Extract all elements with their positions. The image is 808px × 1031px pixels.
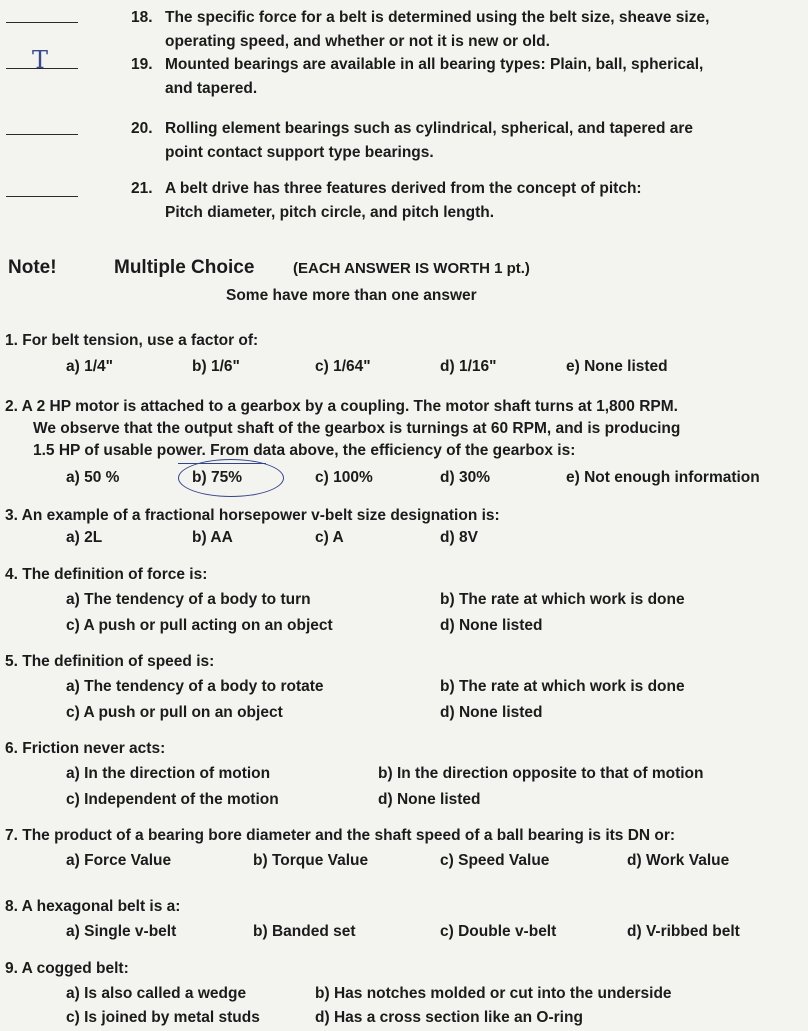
question-3: 3. An example of a fractional horsepower v-belt size designation is: — [5, 507, 500, 524]
note-label: Note! — [8, 257, 57, 278]
tf-item-18: 18. The specific force for a belt is determined using the belt size, sheave size, operating speed, and whether or not it is new or old. — [131, 9, 710, 50]
option-5a[interactable]: a) The tendency of a body to rotate — [66, 678, 324, 695]
option-6c[interactable]: c) Independent of the motion — [66, 791, 279, 808]
options-6c-d — [66, 791, 786, 813]
option-4d[interactable]: d) None listed — [440, 617, 543, 634]
option-2a[interactable]: a) 50 % — [66, 469, 120, 486]
option-9a[interactable]: a) Is also called a wedge — [66, 985, 247, 1002]
options-7 — [66, 852, 786, 874]
options-4a-b — [66, 591, 786, 613]
question-5: 5. The definition of speed is: — [5, 653, 215, 670]
question-7: 7. The product of a bearing bore diameter and the shaft speed of a ball bearing is its DN or: — [5, 827, 676, 844]
option-9d[interactable]: d) Has a cross section like an O-ring — [315, 1009, 583, 1026]
option-4c[interactable]: c) A push or pull acting on an object — [66, 617, 333, 634]
options-8 — [66, 923, 786, 945]
option-8c[interactable]: c) Double v-belt — [440, 923, 557, 940]
option-8b[interactable]: b) Banded set — [253, 923, 356, 940]
option-2c[interactable]: c) 100% — [315, 469, 373, 486]
option-1d[interactable]: d) 1/16" — [440, 358, 497, 375]
option-6b[interactable]: b) In the direction opposite to that of motion — [378, 765, 704, 782]
tf-item-21: 21. A belt drive has three features derived from the concept of pitch: Pitch diameter, pitch circle, and pitch length. — [131, 180, 642, 221]
answer-blank-20[interactable] — [6, 134, 78, 135]
option-4a[interactable]: a) The tendency of a body to turn — [66, 591, 311, 608]
option-6a[interactable]: a) In the direction of motion — [66, 765, 271, 782]
question-9: 9. A cogged belt: — [5, 960, 129, 977]
option-4b[interactable]: b) The rate at which work is done — [440, 591, 685, 608]
section-title: Multiple Choice — [114, 257, 255, 278]
tf-item-19: 19. Mounted bearings are available in all bearing types: Plain, ball, spherical, and tapered. — [131, 56, 704, 97]
option-5d[interactable]: d) None listed — [440, 704, 543, 721]
options-5a-b — [66, 678, 786, 700]
section-subtitle: Some have more than one answer — [226, 287, 477, 304]
tf-item-20: 20. Rolling element bearings such as cylindrical, spherical, and tapered are point contact support type bearings. — [131, 120, 694, 161]
option-6d[interactable]: d) None listed — [378, 791, 481, 808]
option-7b[interactable]: b) Torque Value — [253, 852, 369, 869]
option-9b[interactable]: b) Has notches molded or cut into the underside — [315, 985, 672, 1002]
options-9a-b — [66, 985, 796, 1007]
option-7a[interactable]: a) Force Value — [66, 852, 172, 869]
option-3a[interactable]: a) 2L — [66, 529, 103, 546]
option-1e[interactable]: e) None listed — [566, 358, 668, 375]
option-1c[interactable]: c) 1/64" — [315, 358, 371, 375]
option-7c[interactable]: c) Speed Value — [440, 852, 550, 869]
options-3 — [66, 529, 566, 551]
options-2 — [66, 469, 796, 491]
option-1b[interactable]: b) 1/6" — [192, 358, 240, 375]
options-1 — [66, 358, 786, 380]
options-6a-b — [66, 765, 796, 787]
question-4: 4. The definition of force is: — [5, 566, 208, 583]
option-5c[interactable]: c) A push or pull on an object — [66, 704, 283, 721]
option-1a[interactable]: a) 1/4" — [66, 358, 114, 375]
option-3d[interactable]: d) 8V — [440, 529, 478, 546]
question-2: 2. A 2 HP motor is attached to a gearbox by a coupling. The motor shaft turns at 1,800 RPM. We observe that the output shaft of the gearbox is turnings at 60 RPM, and is producing 1.5 HP of usable power. From data above, the efficiency of the gearbox is: — [5, 398, 681, 459]
pen-underline — [178, 463, 266, 464]
option-8d[interactable]: d) V-ribbed belt — [627, 923, 740, 940]
option-9c[interactable]: c) Is joined by metal studs — [66, 1009, 260, 1026]
question-8: 8. A hexagonal belt is a: — [5, 898, 181, 915]
option-5b[interactable]: b) The rate at which work is done — [440, 678, 685, 695]
option-3c[interactable]: c) A — [315, 529, 344, 546]
option-8a[interactable]: a) Single v-belt — [66, 923, 177, 940]
answer-blank-18[interactable] — [6, 22, 78, 23]
option-2d[interactable]: d) 30% — [440, 469, 490, 486]
handwritten-answer-19: T — [32, 46, 49, 74]
question-1: 1. For belt tension, use a factor of: — [5, 332, 259, 349]
section-header — [8, 257, 798, 283]
option-7d[interactable]: d) Work Value — [627, 852, 730, 869]
answer-blank-21[interactable] — [6, 196, 78, 197]
points-note: (EACH ANSWER IS WORTH 1 pt.) — [293, 260, 530, 277]
option-3b[interactable]: b) AA — [192, 529, 233, 546]
option-2b[interactable]: b) 75% — [192, 469, 242, 486]
options-9c-d — [66, 1009, 796, 1031]
question-6: 6. Friction never acts: — [5, 740, 166, 757]
options-4c-d — [66, 617, 786, 639]
option-2e[interactable]: e) Not enough information — [566, 469, 760, 486]
options-5c-d — [66, 704, 786, 726]
